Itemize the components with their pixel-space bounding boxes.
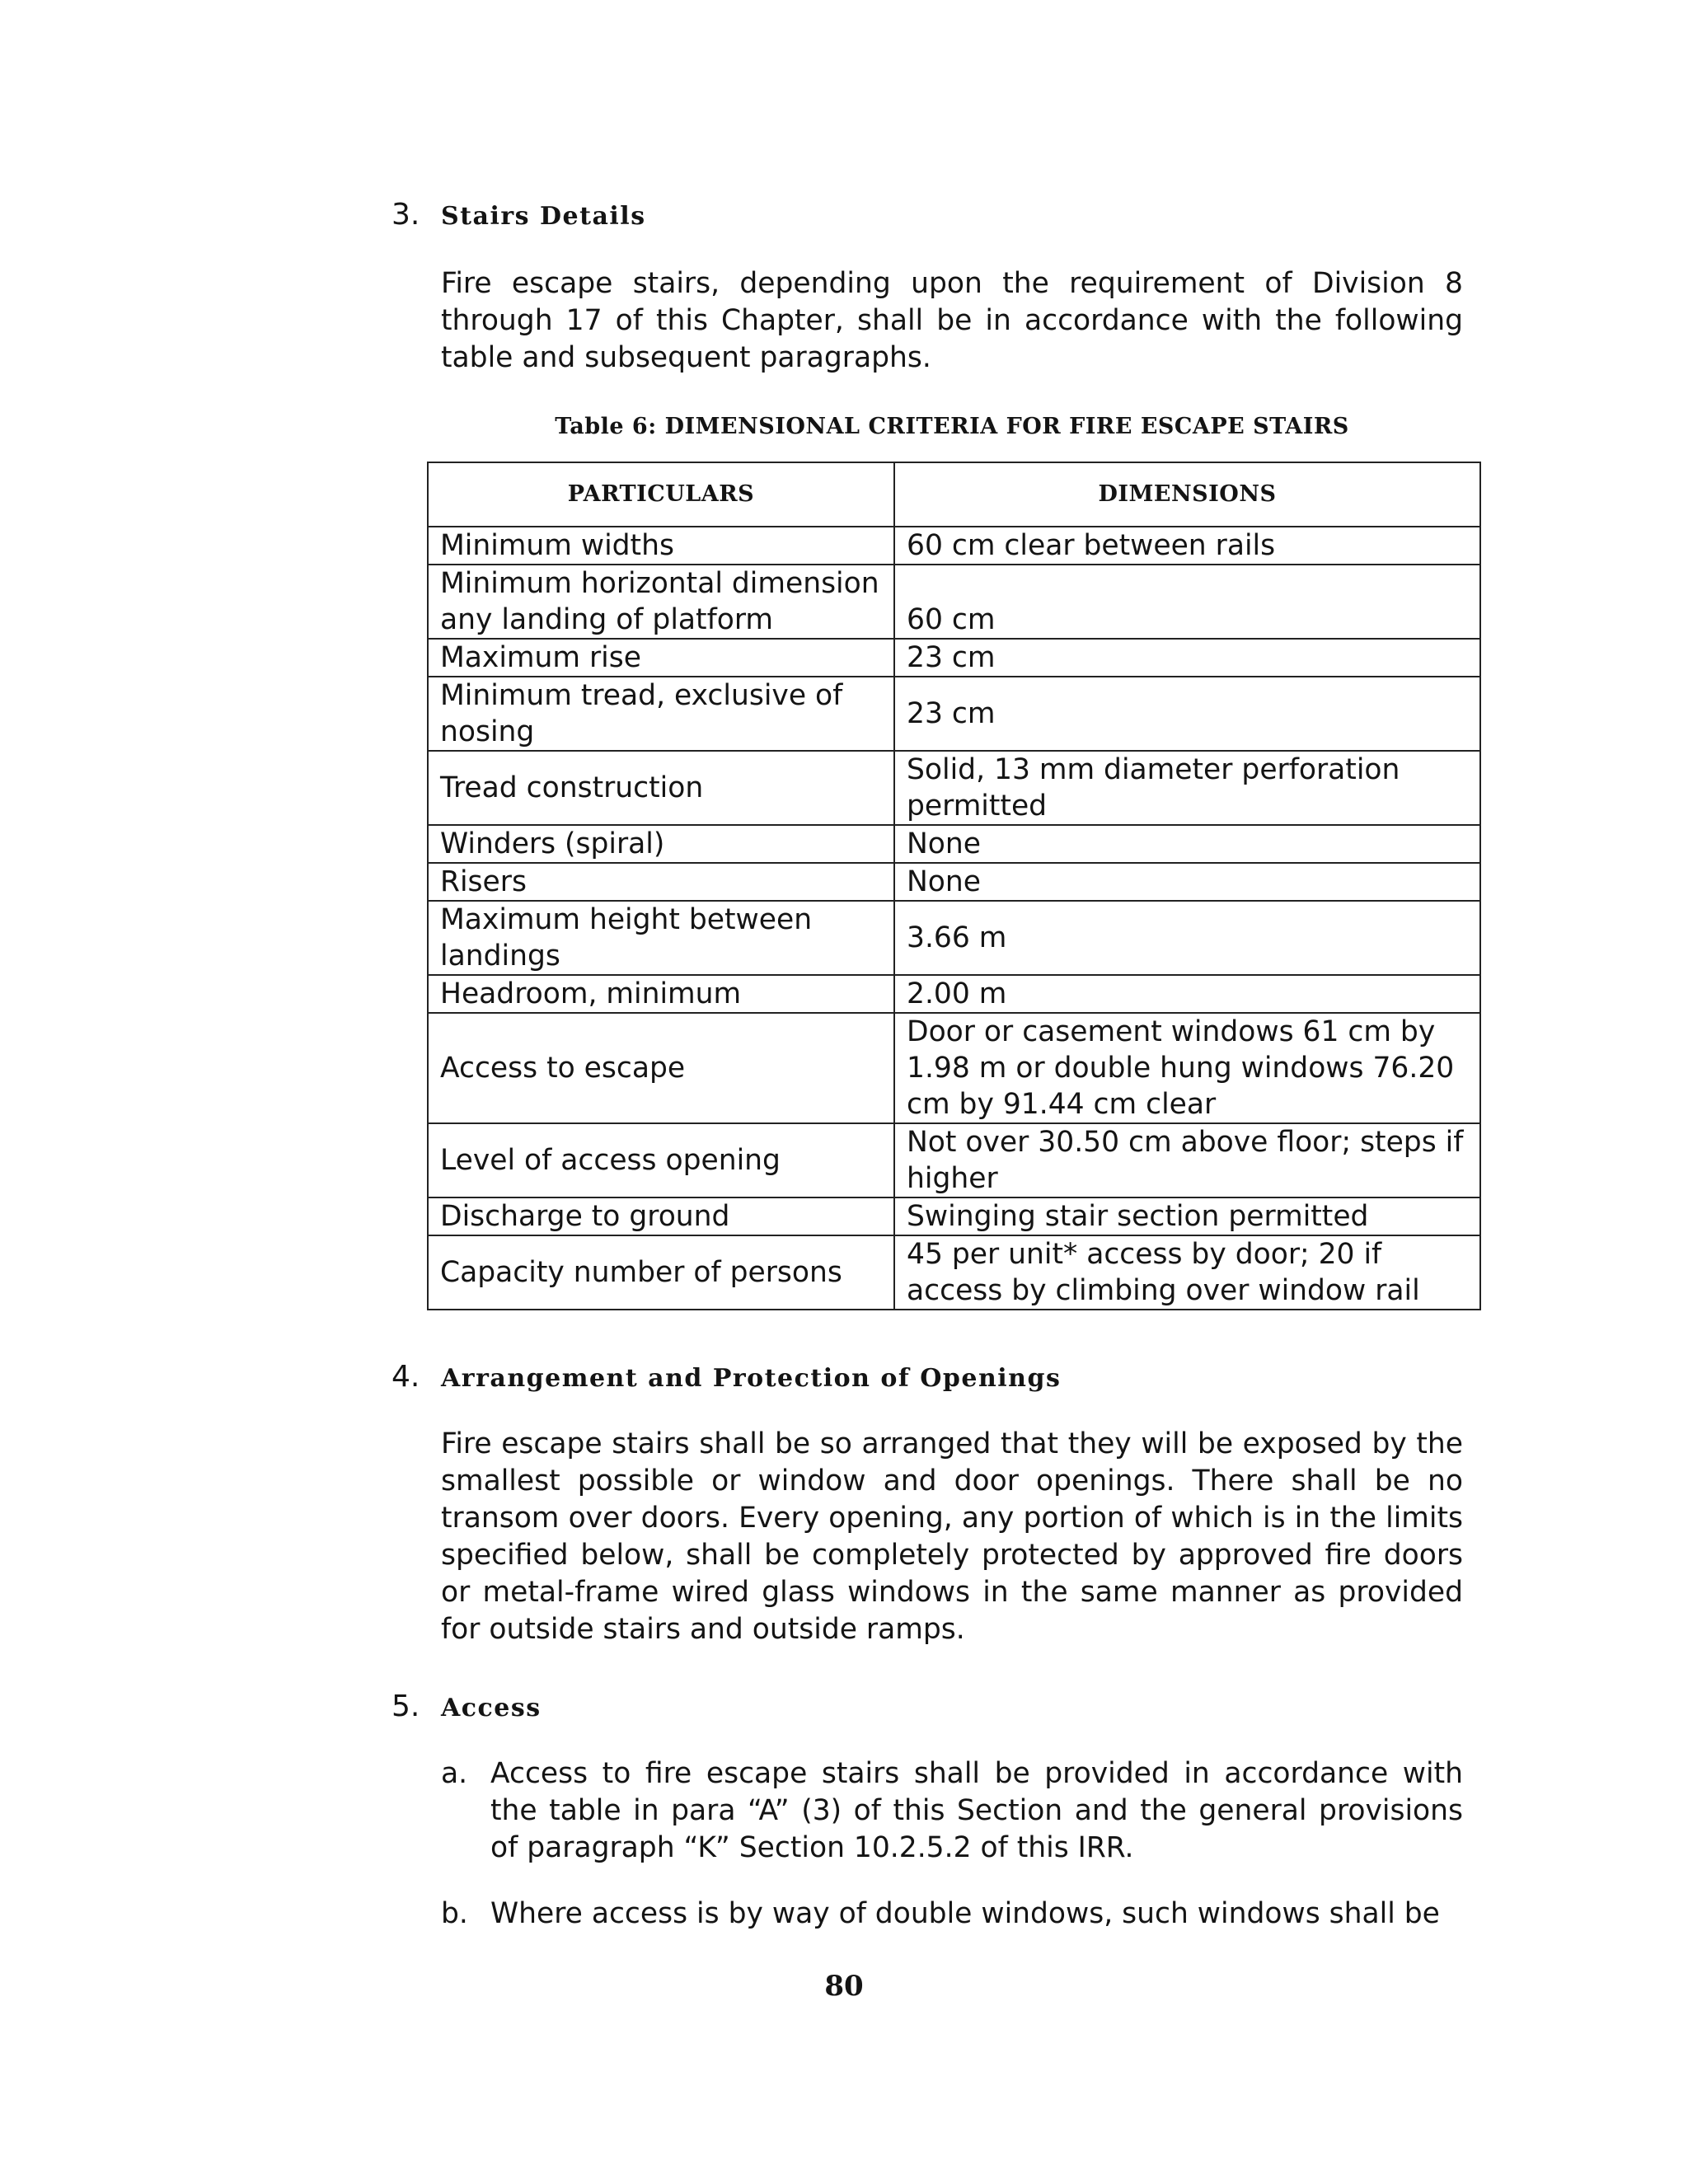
table-row: [428, 1197, 1480, 1235]
list-item: [441, 1755, 1463, 1867]
section-5-title: Access: [441, 1694, 542, 1722]
cell-particular: Maximum height between landings: [428, 901, 894, 975]
cell-dimension: None: [894, 825, 1480, 863]
cell-dimension: Solid, 13 mm diameter perforation permitted: [894, 751, 1480, 825]
cell-dimension: Swinging stair section permitted: [894, 1197, 1480, 1235]
section-5-heading: [392, 1690, 542, 1723]
table-caption: Table 6: DIMENSIONAL CRITERIA FOR FIRE ESCAPE STAIRS: [555, 414, 1349, 439]
header-particulars: PARTICULARS: [428, 462, 894, 527]
cell-particular: Level of access opening: [428, 1123, 894, 1197]
section-3-title: Stairs Details: [441, 202, 646, 231]
section-3-paragraph: Fire escape stairs, depending upon the requirement of Division 8 through 17 of this Chapter, shall be in accordance with the following table and subsequent paragraphs.: [441, 267, 1463, 374]
section-4-title: Arrangement and Protection of Openings: [441, 1364, 1062, 1393]
cell-particular: Winders (spiral): [428, 825, 894, 863]
list-item: [441, 1896, 1463, 1933]
cell-particular: Minimum tread, exclusive of nosing: [428, 677, 894, 751]
table-row: [428, 677, 1480, 751]
page-number: 80: [824, 1970, 864, 2003]
table-row: [428, 1235, 1480, 1310]
cell-dimension: 23 cm: [894, 677, 1480, 751]
cell-dimension: Door or casement windows 61 cm by 1.98 m or double hung windows 76.20 cm by 91.44 cm clear: [894, 1013, 1480, 1123]
table-row: [428, 751, 1480, 825]
cell-particular: Minimum widths: [428, 527, 894, 565]
cell-particular: Maximum rise: [428, 639, 894, 677]
section-4-number: 4.: [392, 1360, 420, 1394]
cell-dimension: 23 cm: [894, 639, 1480, 677]
list-item-text: Access to fire escape stairs shall be provided in accordance with the table in para “A” (3) of this Section and the general provisions of paragraph “K” Section 10.2.5.2 of this IRR.: [490, 1757, 1463, 1864]
table-row: [428, 639, 1480, 677]
table-row: [428, 825, 1480, 863]
table-row: [428, 1013, 1480, 1123]
table-row: [428, 527, 1480, 565]
cell-dimension: None: [894, 863, 1480, 901]
cell-particular: Headroom, minimum: [428, 975, 894, 1013]
table-row: [428, 1123, 1480, 1197]
list-item-text: Where access is by way of double windows, such windows shall be: [490, 1897, 1440, 1930]
cell-dimension: 45 per unit* access by door; 20 if access by climbing over window rail: [894, 1235, 1480, 1310]
cell-particular: Minimum horizontal dimension any landing of platform: [428, 565, 894, 639]
cell-dimension: 60 cm clear between rails: [894, 527, 1480, 565]
dimensional-criteria-table: [427, 462, 1481, 1310]
section-3-number: 3.: [392, 198, 420, 232]
table-header-row: [428, 462, 1480, 527]
cell-dimension: 3.66 m: [894, 901, 1480, 975]
cell-particular: Discharge to ground: [428, 1197, 894, 1235]
table-row: [428, 863, 1480, 901]
cell-particular: Capacity number of persons: [428, 1235, 894, 1310]
cell-particular: Tread construction: [428, 751, 894, 825]
list-marker: b.: [441, 1897, 468, 1930]
cell-particular: Risers: [428, 863, 894, 901]
cell-dimension: 60 cm: [894, 565, 1480, 639]
cell-particular: Access to escape: [428, 1013, 894, 1123]
table-row: [428, 975, 1480, 1013]
section-4-paragraph: Fire escape stairs shall be so arranged that they will be exposed by the smallest possible or window and door openings. There shall be no transom over doors. Every opening, any portion of which is in the limits specified below, shall be completely protected by approved fire doors or metal-frame wired glass windows in the same manner as provided for outside stairs and outside ramps.: [441, 1427, 1463, 1646]
list-marker: a.: [441, 1757, 468, 1790]
section-5-number: 5.: [392, 1690, 420, 1723]
cell-dimension: 2.00 m: [894, 975, 1480, 1013]
cell-dimension: Not over 30.50 cm above floor; steps if higher: [894, 1123, 1480, 1197]
table-row: [428, 565, 1480, 639]
section-3-heading: [392, 198, 646, 232]
table-row: [428, 901, 1480, 975]
section-4-heading: [392, 1360, 1061, 1394]
header-dimensions: DIMENSIONS: [894, 462, 1480, 527]
